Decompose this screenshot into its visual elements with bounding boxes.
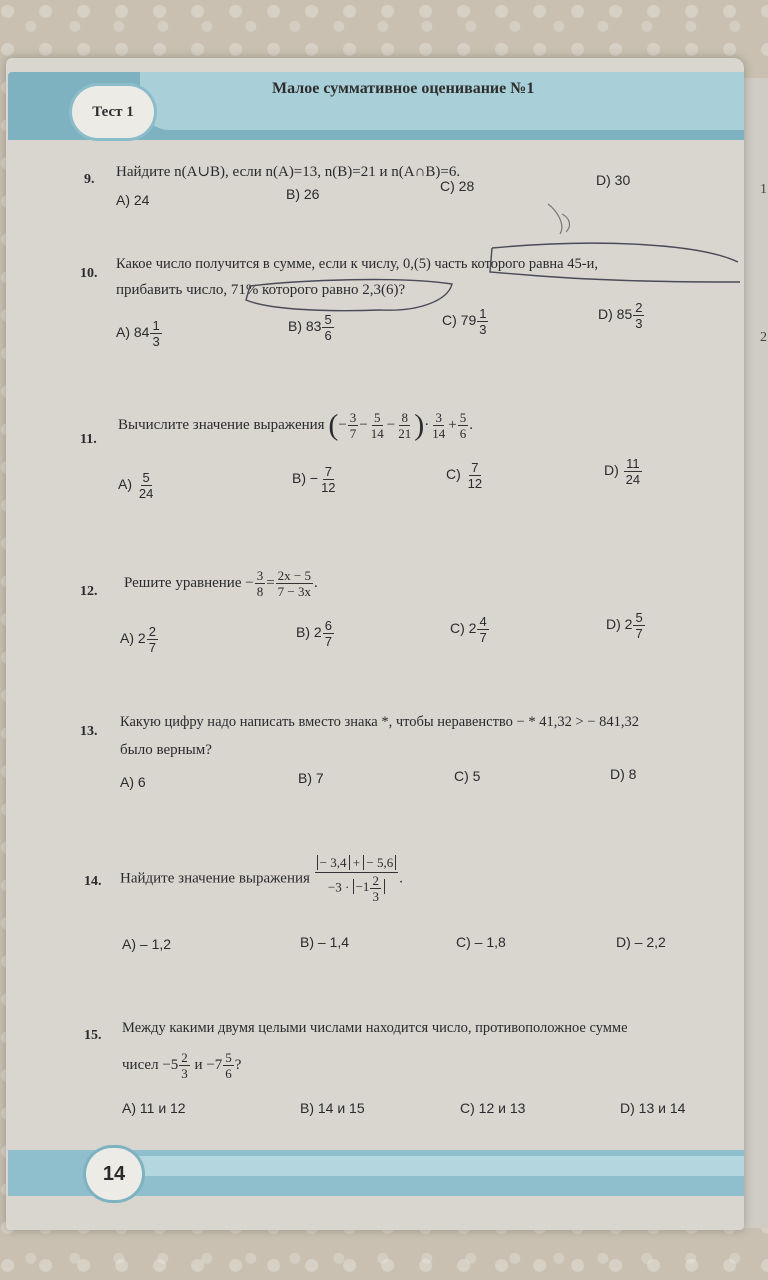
answer-option: D) 30 [596, 172, 631, 188]
question-text-line: было верным? [120, 742, 212, 758]
answer-option: A) 24 [116, 192, 150, 208]
page-title: Малое суммативное оценивание №1 [272, 80, 535, 97]
adjacent-page-number: 2 [760, 330, 767, 345]
answer-option: C) $\frac{7}{12}$ [446, 460, 483, 491]
answer-option: D) 85 $\frac{2}{3}$ [598, 300, 643, 331]
answer-option: A) 84 $\frac{1}{3}$ [116, 318, 160, 349]
question-text-line: Какое число получится в сумме, если к числу, 0,(5) часть которого равна 45-и, [116, 256, 598, 272]
answer-option: A) $\frac{5}{24}$ [118, 470, 154, 501]
answer-option: A) – 1,2 [122, 936, 172, 952]
question-expression: Решите уравнение − $\frac{3}{8}$ = $\frac{2x - 5}{7 - 3x}$ . [124, 568, 318, 599]
answer-option: B) 26 [286, 186, 320, 202]
question-text-line: Какую цифру надо написать вместо знака *, чтобы неравенство − * 41,32 > − 841,32 [120, 714, 639, 730]
answer-option: A) 6 [120, 774, 146, 790]
answer-option: B) 7 [298, 770, 324, 786]
answer-option: C) 28 [440, 178, 475, 194]
question-number: 12. [80, 584, 98, 599]
answer-option: D) – 2,2 [616, 934, 666, 950]
answer-option: B) 14 и 15 [300, 1100, 365, 1116]
answer-option: A) 2 $\frac{2}{7}$ [120, 624, 156, 655]
adjacent-page-number: 1 [760, 182, 767, 197]
question-expression: чисел −5 $\frac{2}{3}$ и −7 $\frac{5}{6}$ ? [122, 1050, 242, 1081]
question-number: 13. [80, 724, 98, 739]
page-number: 14 [86, 1148, 142, 1200]
answer-option: B) – 1,4 [300, 934, 350, 950]
question-number: 15. [84, 1028, 102, 1043]
answer-option: D) 13 и 14 [620, 1100, 686, 1116]
answer-option: C) 2 $\frac{4}{7}$ [450, 614, 487, 645]
answer-option: D) $\frac{11}{24}$ [604, 456, 641, 487]
question-number: 9. [84, 172, 95, 187]
answer-option: C) 12 и 13 [460, 1100, 526, 1116]
question-text-line: Между какими двумя целыми числами находится число, противоположное сумме [122, 1020, 628, 1036]
answer-option: B) − $\frac{7}{12}$ [292, 464, 336, 495]
footer-band-light [120, 1156, 744, 1176]
question-text: Найдите n(A∪B), если n(A)=13, n(B)=21 и n(A∩B)=6. [116, 164, 461, 180]
question-number: 14. [84, 874, 102, 889]
question-number: 11. [80, 432, 97, 447]
answer-option: A) 11 и 12 [122, 1100, 186, 1116]
test-label-badge: Тест 1 [72, 86, 154, 138]
answer-option: C) – 1,8 [456, 934, 506, 950]
answer-option: B) 2 $\frac{6}{7}$ [296, 618, 332, 649]
question-text-line: прибавить число, 71% которого равно 2,3(6)? [116, 282, 406, 298]
answer-option: D) 8 [610, 766, 637, 782]
answer-option: B) 83 $\frac{5}{6}$ [288, 312, 332, 343]
question-number: 10. [80, 266, 98, 281]
answer-option: D) 2 $\frac{5}{7}$ [606, 610, 643, 641]
answer-option: C) 79 $\frac{1}{3}$ [442, 306, 487, 337]
question-expression: Найдите значение выражения − 3,4 + − 5,6 −3 · −1 $\frac{2}{3}$ . [120, 855, 403, 904]
answer-option: C) 5 [454, 768, 481, 784]
question-expression: Вычислите значение выражения (− $\frac{3}{7}$ − $\frac{5}{14}$ − $\frac{8}{21}$ )· $\frac{3}{14}$ + $\frac{5}{6}$ . [118, 408, 473, 442]
